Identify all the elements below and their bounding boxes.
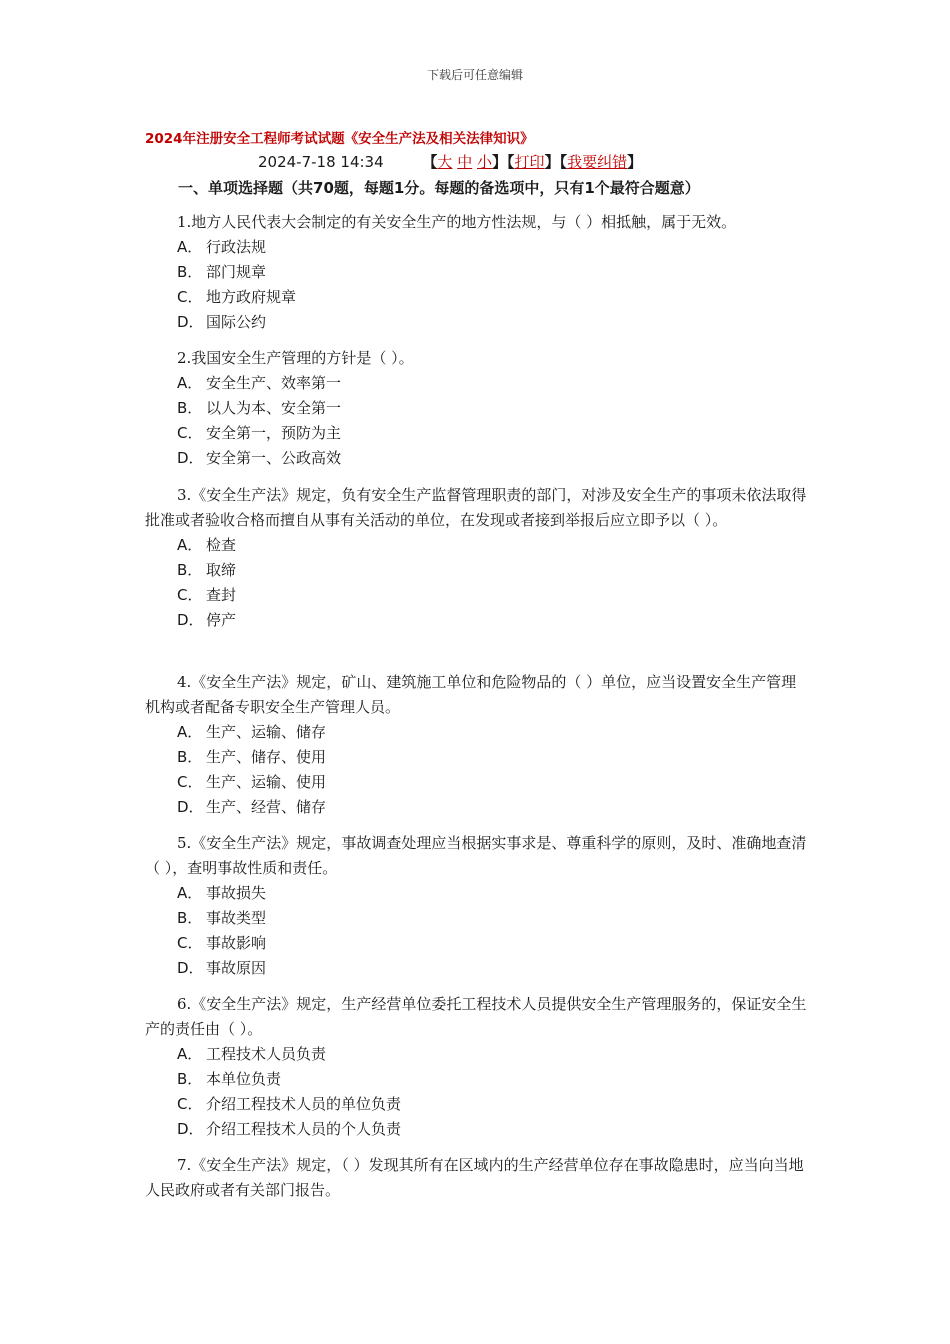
option-b: B． 生产、储存、使用 <box>177 748 327 766</box>
option-d: D． 事故原因 <box>177 959 267 977</box>
question-4 <box>145 670 807 820</box>
report-error-link[interactable]: 我要纠错 <box>567 153 628 171</box>
option-d: D． 生产、经营、储存 <box>177 798 327 816</box>
question-stem: 4.《安全生产法》规定，矿山、建筑施工单位和危险物品的（ ）单位，应当设置安全生产管理机构或者配备专职安全生产管理人员。 <box>145 673 797 716</box>
option-d: D． 安全第一、公政高效 <box>177 449 342 467</box>
option-a: A． 安全生产、效率第一 <box>177 374 342 392</box>
question-1 <box>145 210 807 335</box>
option-c: C． 事故影响 <box>177 934 267 952</box>
question-stem: 6.《安全生产法》规定，生产经营单位委托工程技术人员提供安全生产管理服务的，保证安全生产的责任由（ ）。 <box>145 995 807 1038</box>
option-c: C． 安全第一，预防为主 <box>177 424 342 442</box>
print-link[interactable]: 打印 <box>514 153 545 171</box>
question-3 <box>145 483 807 633</box>
document-title: 2024年注册安全工程师考试试题《安全生产法及相关法律知识》 <box>145 131 534 147</box>
question-stem: 1.地方人民代表大会制定的有关安全生产的地方性法规，与（ ）相抵触，属于无效。 <box>177 213 737 231</box>
option-b: B． 以人为本、安全第一 <box>177 399 342 417</box>
font-size-medium-link[interactable]: 中 <box>457 153 473 171</box>
question-stem: 7.《安全生产法》规定，（ ）发现其所有在区域内的生产经营单位存在事故隐患时，应当向当地人民政府或者有关部门报告。 <box>145 1156 804 1199</box>
option-d: D． 停产 <box>177 611 237 629</box>
option-d: D． 国际公约 <box>177 313 267 331</box>
question-2 <box>145 346 807 471</box>
option-a: A． 行政法规 <box>177 238 267 256</box>
question-stem: 5.《安全生产法》规定，事故调查处理应当根据实事求是、尊重科学的原则，及时、准确地查清（ ），查明事故性质和责任。 <box>145 834 807 877</box>
option-b: B． 取缔 <box>177 561 237 579</box>
timestamp: 2024-7-18 14:34 <box>258 153 384 171</box>
option-b: B． 事故类型 <box>177 909 267 927</box>
option-c: C． 地方政府规章 <box>177 288 297 306</box>
header-note: 下载后可任意编辑 <box>426 68 523 82</box>
option-a: A． 工程技术人员负责 <box>177 1045 327 1063</box>
option-a: A． 生产、运输、储存 <box>177 723 327 741</box>
question-5 <box>145 831 807 981</box>
option-a: A． 事故损失 <box>177 884 267 902</box>
option-c: C． 生产、运输、使用 <box>177 773 327 791</box>
option-c: C． 查封 <box>177 586 237 604</box>
font-size-large-link[interactable]: 大 <box>437 153 453 171</box>
option-b: B． 本单位负责 <box>177 1070 282 1088</box>
meta-bar: 2024-7-18 14:34 【大 中 小】【打印】【我要纠错】 <box>258 153 643 171</box>
font-size-small-link[interactable]: 小 <box>477 153 493 171</box>
question-stem: 3.《安全生产法》规定，负有安全生产监督管理职责的部门，对涉及安全生产的事项未依法取得批准或者验收合格而擅自从事有关活动的单位，在发现或者接到举报后应立即予以（ ）。 <box>145 486 807 529</box>
question-stem: 2.我国安全生产管理的方针是（ ）。 <box>177 349 414 367</box>
option-d: D． 介绍工程技术人员的个人负责 <box>177 1120 402 1138</box>
question-7 <box>145 1153 807 1203</box>
option-c: C． 介绍工程技术人员的单位负责 <box>177 1095 402 1113</box>
option-b: B． 部门规章 <box>177 263 267 281</box>
section-heading: 一、单项选择题（共70题，每题1分。每题的备选项中，只有1个最符合题意） <box>178 179 700 197</box>
question-6 <box>145 992 807 1142</box>
option-a: A． 检查 <box>177 536 237 554</box>
